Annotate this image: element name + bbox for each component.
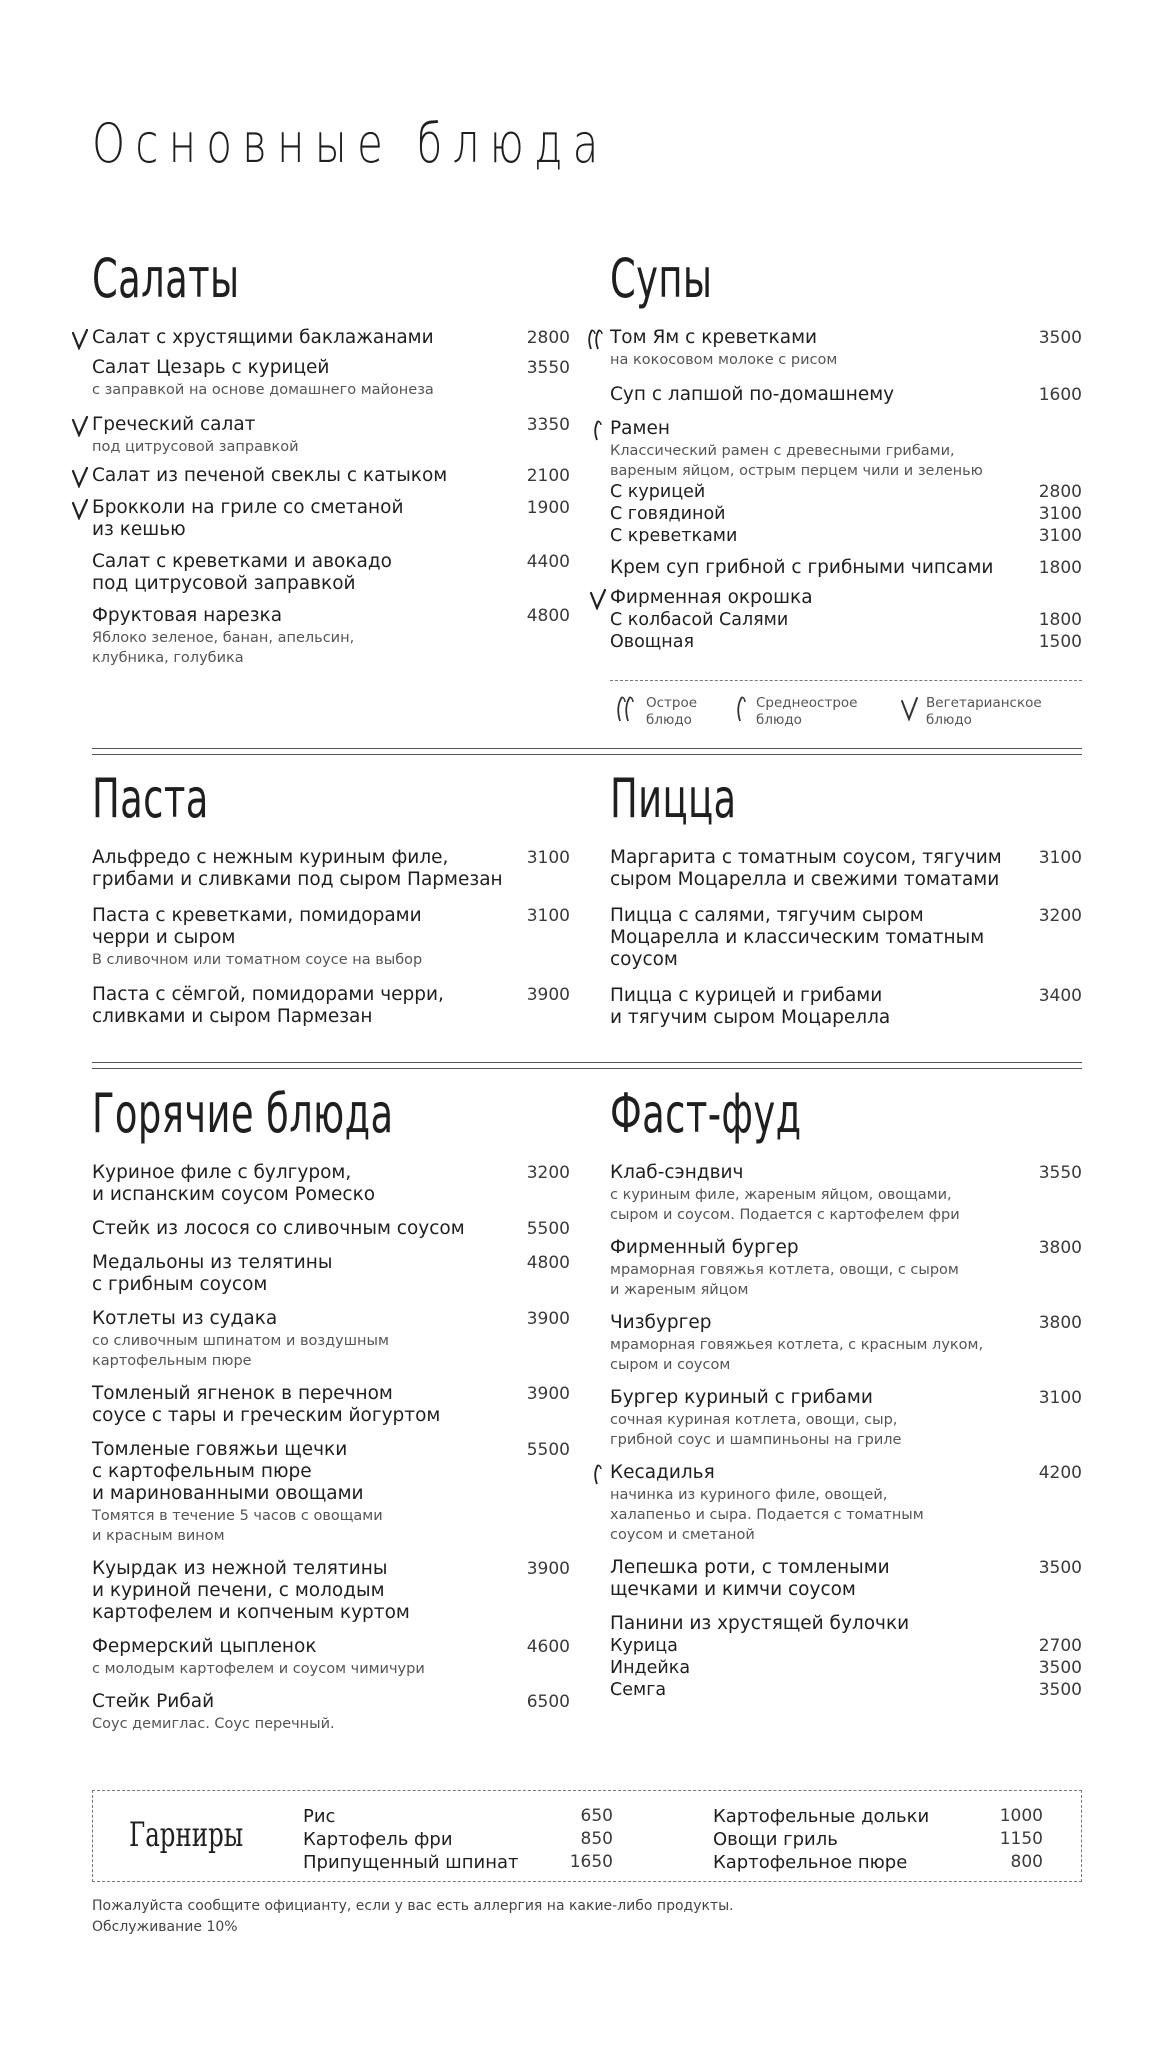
menu-item [610, 847, 1082, 891]
menu-item-row [610, 847, 1082, 891]
variant-name: С курицей [610, 482, 706, 502]
menu-item-name: Кесадилья [610, 1462, 715, 1483]
menu-item-name: Куриное филе с булгуром, и испанским соусом Ромеско [92, 1162, 376, 1205]
variant-price: 1800 [1038, 610, 1082, 630]
fastfood-list [610, 1162, 1082, 1701]
menu-item-row [610, 985, 1082, 1029]
menu-item-price: 3550 [1038, 1163, 1082, 1183]
menu-item-price: 3800 [1038, 1238, 1082, 1258]
menu-item-name: Греческий салат [92, 414, 256, 435]
variant-price: 3100 [1038, 526, 1082, 546]
legend-label: Вегетарианское блюдо [926, 695, 1042, 728]
menu-item-description: Классический рамен с древесными грибами, вареным яйцом, острым перцем чили и зеленью [610, 443, 983, 479]
garnish-name: Припущенный шпинат [303, 1852, 519, 1873]
menu-item-name: Пицца с салями, тягучим сыром Моцарелла и классическим томатным соусом [610, 905, 985, 970]
menu-item-row [92, 357, 570, 379]
menu-item [610, 327, 1082, 370]
menu-item-name: Брокколи на гриле со сметаной из кешью [92, 497, 404, 540]
pasta-list [92, 847, 570, 1028]
menu-item [92, 1636, 570, 1679]
menu-item-row [92, 1218, 570, 1240]
menu-item-price: 3100 [1038, 848, 1082, 868]
menu-item [610, 1312, 1082, 1375]
menu-item-row [92, 1691, 570, 1713]
menu-item-row [610, 1387, 1082, 1409]
menu-item-description: Соус демиглас. Соус перечный. [92, 1716, 335, 1732]
menu-item-price: 3100 [1038, 1388, 1082, 1408]
menu-item-name: Лепешка роти, с томлеными щечками и кимчи соусом [610, 1557, 890, 1600]
garnish-left-column [303, 1805, 613, 1874]
garnish-price: 850 [580, 1829, 613, 1849]
menu-item-name: Паста с креветками, помидорами черри и сыром [92, 905, 422, 948]
menu-item-row [92, 1439, 570, 1505]
menu-item-name: Салат с креветками и авокадо под цитрусовой заправкой [92, 551, 392, 594]
menu-item-name: Крем суп грибной с грибными чипсами [610, 557, 994, 578]
vegetarian-icon [588, 588, 608, 610]
menu-item [92, 1439, 570, 1546]
garnish-price: 1650 [569, 1852, 613, 1872]
legend-label: Среднеострое блюдо [756, 695, 858, 728]
menu-item-row [610, 557, 1082, 579]
menu-item-name: Рамен [610, 418, 670, 439]
menu-item-name: Медальоны из телятины с грибным соусом [92, 1252, 333, 1295]
legend-veg [900, 695, 1042, 729]
section-title: Салаты [92, 247, 240, 310]
menu-item [92, 1218, 570, 1240]
menu-item-row [92, 1383, 570, 1427]
menu-item-row [610, 1557, 1082, 1601]
menu-item-price: 3500 [1038, 1558, 1082, 1578]
menu-item-price: 3400 [1038, 986, 1082, 1006]
menu-item-description: со сливочным шпинатом и воздушным картофельным пюре [92, 1333, 389, 1369]
menu-item-price: 3200 [526, 1163, 570, 1183]
menu-item-variant [610, 1679, 1082, 1701]
menu-item-name: Томленые говяжьи щечки с картофельным пюре и маринованными овощами [92, 1439, 364, 1504]
menu-item-row [92, 1558, 570, 1624]
menu-item-name: Паста с сёмгой, помидорами черри, сливками и сыром Пармезан [92, 984, 444, 1027]
menu-item-description: с заправкой на основе домашнего майонеза [92, 382, 434, 398]
menu-item-row [610, 418, 1082, 440]
menu-item-description: мраморная говяжья котлета, овощи, с сыром и жареным яйцом [610, 1262, 959, 1298]
menu-item-name: Панини из хрустящей булочки [610, 1613, 910, 1634]
menu-item-name: Стейк из лосося со сливочным соусом [92, 1218, 465, 1239]
menu-item-description: начинка из куриного филе, овощей, халапеньо и сыра. Подается с томатным соусом и сметаной [610, 1487, 924, 1543]
menu-item [92, 1252, 570, 1296]
hot-pepper-icon [614, 695, 640, 723]
garnish-box [92, 1790, 1082, 1882]
garnish-item [713, 1851, 1043, 1874]
menu-item-description: В сливочном или томатном соусе на выбор [92, 952, 423, 968]
menu-item-name: Фирменный бургер [610, 1237, 799, 1258]
menu-item [92, 1558, 570, 1624]
menu-item-price: 4800 [526, 606, 570, 626]
menu-item-name: Фруктовая нарезка [92, 605, 283, 626]
variant-name: Индейка [610, 1658, 691, 1678]
section-title: Пицца [610, 767, 737, 830]
hot-list [92, 1162, 570, 1734]
section-title: Супы [610, 247, 713, 310]
variant-name: Семга [610, 1680, 667, 1700]
menu-item-price: 5500 [526, 1219, 570, 1239]
garnish-price: 1000 [999, 1806, 1043, 1826]
menu-item-price: 3350 [526, 415, 570, 435]
legend-medium [732, 695, 857, 729]
variant-price: 3100 [1038, 504, 1082, 524]
menu-item-price: 3100 [526, 906, 570, 926]
variant-name: Курица [610, 1636, 678, 1656]
menu-item-description: сочная куриная котлета, овощи, сыр, грибной соус и шампиньоны на гриле [610, 1412, 902, 1448]
garnish-name: Картофель фри [303, 1829, 453, 1850]
menu-item-price: 3900 [526, 1384, 570, 1404]
menu-item [610, 1387, 1082, 1450]
section-divider [92, 748, 1082, 755]
menu-item-price: 2800 [526, 328, 570, 348]
garnish-item [303, 1828, 613, 1851]
legend-hot [614, 695, 697, 729]
garnish-title: Гарниры [129, 1815, 244, 1855]
menu-item-price: 3800 [1038, 1313, 1082, 1333]
menu-item-variant [610, 481, 1082, 503]
menu-item-price: 6500 [526, 1692, 570, 1712]
menu-item-name: Салат из печеной свеклы с катыком [92, 465, 448, 486]
hot-pepper-icon [584, 328, 608, 350]
garnish-name: Овощи гриль [713, 1829, 838, 1850]
menu-item-variant [610, 1657, 1082, 1679]
garnish-price: 800 [1010, 1852, 1043, 1872]
legend [610, 680, 1082, 728]
menu-item-description: с куриным филе, жареным яйцом, овощами, сыром и соусом. Подается с картофелем фри [610, 1187, 960, 1223]
vegetarian-icon [70, 328, 90, 350]
menu-item-name: Томленый ягненок в перечном соусе с тары и греческим йогуртом [92, 1383, 441, 1426]
menu-item-price: 2100 [526, 466, 570, 486]
menu-item-name: Куырдак из нежной телятины и куриной печени, с молодым картофелем и копченым куртом [92, 1558, 410, 1623]
menu-item-price: 4600 [526, 1637, 570, 1657]
medium-pepper-icon [588, 1463, 608, 1485]
menu-item [610, 1462, 1082, 1545]
menu-item [610, 1237, 1082, 1300]
menu-item [610, 905, 1082, 971]
menu-item-row [610, 1462, 1082, 1484]
pizza-list [610, 847, 1082, 1029]
menu-item-name: Бургер куриный с грибами [610, 1387, 873, 1408]
allergy-note: Пожалуйста сообщите официанту, если у вас есть аллергия на какие-либо продукты. [92, 1898, 734, 1914]
pasta-section [92, 767, 570, 1027]
garnish-name: Рис [303, 1806, 336, 1827]
menu-item-row [92, 497, 570, 541]
garnish-item [303, 1851, 613, 1874]
menu-item-row [92, 551, 570, 595]
menu-item-row [610, 327, 1082, 349]
garnish-item [303, 1805, 613, 1828]
vegetarian-icon [900, 695, 920, 723]
menu-item-price: 3900 [526, 1559, 570, 1579]
variant-name: С говядиной [610, 504, 726, 524]
menu-item [610, 1557, 1082, 1601]
menu-item-row [92, 1252, 570, 1296]
menu-item-row [92, 905, 570, 949]
menu-item-description: мраморная говяжьея котлета, с красным луком, сыром и соусом [610, 1337, 984, 1373]
menu-item [610, 384, 1082, 406]
menu-item-name: Фирменная окрошка [610, 587, 813, 608]
salads-section [92, 247, 570, 666]
garnish-price: 650 [580, 1806, 613, 1826]
variant-price: 3500 [1038, 1680, 1082, 1700]
menu-item-row [92, 1162, 570, 1206]
menu-item-row [92, 1636, 570, 1658]
menu-item [92, 847, 570, 891]
menu-item [92, 905, 570, 970]
soups-section [610, 247, 1082, 652]
menu-item-row [92, 605, 570, 627]
menu-item-price: 1900 [526, 498, 570, 518]
menu-item-name: Альфредо с нежным куриным филе, грибами и сливками под сыром Пармезан [92, 847, 503, 890]
menu-item-row [610, 1162, 1082, 1184]
menu-item-description: под цитрусовой заправкой [92, 439, 299, 455]
menu-item-description: на кокосовом молоке с рисом [610, 352, 838, 368]
menu-item [610, 1162, 1082, 1225]
section-title: Горячие блюда [92, 1082, 394, 1145]
fastfood-section [610, 1082, 1082, 1700]
garnish-item [713, 1828, 1043, 1851]
pizza-section [610, 767, 1082, 1028]
menu-item [92, 551, 570, 595]
menu-item-row [92, 984, 570, 1028]
menu-item [92, 605, 570, 668]
section-title: Паста [92, 767, 209, 830]
menu-item-row [610, 1237, 1082, 1259]
menu-item-variant [610, 631, 1082, 653]
menu-item [92, 984, 570, 1028]
menu-item-price: 3900 [526, 1309, 570, 1329]
menu-item-name: Фермерский цыпленок [92, 1636, 317, 1657]
menu-item [610, 418, 1082, 547]
menu-item [92, 465, 570, 487]
menu-item-description: Яблоко зеленое, банан, апельсин, клубника, голубика [92, 630, 355, 666]
menu-item-price: 1600 [1038, 385, 1082, 405]
menu-item [610, 587, 1082, 653]
menu-item [92, 1162, 570, 1206]
garnish-name: Картофельное пюре [713, 1852, 908, 1873]
menu-item-name: Маргарита с томатным соусом, тягучим сыром Моцарелла и свежими томатами [610, 847, 1002, 890]
menu-item-row [92, 1308, 570, 1330]
menu-item-name: Стейк Рибай [92, 1691, 215, 1712]
menu-item [92, 1383, 570, 1427]
menu-item-name: Котлеты из судака [92, 1308, 278, 1329]
menu-item-name: Суп с лапшой по-домашнему [610, 384, 895, 405]
garnish-right-column [713, 1805, 1043, 1874]
medium-pepper-icon [588, 419, 608, 441]
menu-item-price: 4400 [526, 552, 570, 572]
menu-item-row [610, 384, 1082, 406]
variant-name: Овощная [610, 632, 694, 652]
menu-item [92, 414, 570, 457]
soups-list [610, 327, 1082, 653]
footer [92, 1896, 734, 1938]
menu-item [92, 1308, 570, 1371]
menu-item-name: Том Ям с креветками [610, 327, 818, 348]
variant-price: 1500 [1038, 632, 1082, 652]
menu-item-row [92, 327, 570, 349]
menu-item-description: с молодым картофелем и соусом чимичури [92, 1661, 425, 1677]
menu-item [92, 1691, 570, 1734]
menu-item-row [610, 905, 1082, 971]
page-title: Основные блюда [92, 112, 609, 175]
variant-price: 2700 [1038, 1636, 1082, 1656]
variant-name: С креветками [610, 526, 738, 546]
menu-item-name: Салат Цезарь с курицей [92, 357, 330, 378]
menu-item-name: Салат с хрустящими баклажанами [92, 327, 434, 348]
menu-item-row [610, 1312, 1082, 1334]
menu-item [610, 1613, 1082, 1701]
menu-item-row [92, 847, 570, 891]
menu-item-price: 3100 [526, 848, 570, 868]
menu-item-name: Чизбургер [610, 1312, 712, 1333]
menu-item-variant [610, 1635, 1082, 1657]
menu-item [610, 985, 1082, 1029]
menu-item-name: Пицца с курицей и грибами и тягучим сыром Моцарелла [610, 985, 891, 1028]
section-title: Фаст-фуд [610, 1082, 802, 1145]
section-divider [92, 1062, 1082, 1069]
menu-item-row [610, 1613, 1082, 1635]
menu-item [92, 327, 570, 349]
menu-item-description: Томятся в течение 5 часов с овощами и красным вином [92, 1508, 383, 1544]
menu-item-row [92, 414, 570, 436]
menu-item-name: Клаб-сэндвич [610, 1162, 744, 1183]
garnish-name: Картофельные дольки [713, 1806, 930, 1827]
variant-price: 3500 [1038, 1658, 1082, 1678]
menu-item [610, 557, 1082, 579]
menu-item-price: 4800 [526, 1253, 570, 1273]
vegetarian-icon [70, 466, 90, 488]
menu-item-variant [610, 609, 1082, 631]
variant-name: С колбасой Салями [610, 610, 789, 630]
menu-item-variant [610, 525, 1082, 547]
menu-item-price: 3900 [526, 985, 570, 1005]
vegetarian-icon [70, 415, 90, 437]
garnish-price: 1150 [999, 1829, 1043, 1849]
service-note: Обслуживание 10% [92, 1919, 238, 1935]
menu-item-price: 3200 [1038, 906, 1082, 926]
menu-item-row [610, 587, 1082, 609]
hot-section [92, 1082, 570, 1732]
legend-label: Острое блюдо [646, 695, 698, 728]
menu-item-price: 3500 [1038, 328, 1082, 348]
menu-item-price: 1800 [1038, 558, 1082, 578]
menu-item-variant [610, 503, 1082, 525]
menu-item-price: 3550 [526, 358, 570, 378]
vegetarian-icon [70, 498, 90, 520]
menu-item [92, 357, 570, 400]
variant-price: 2800 [1038, 482, 1082, 502]
menu-item-price: 4200 [1038, 1463, 1082, 1483]
garnish-item [713, 1805, 1043, 1828]
medium-pepper-icon [732, 695, 750, 723]
menu-item-price: 5500 [526, 1440, 570, 1460]
salads-list [92, 327, 570, 668]
menu-item [92, 497, 570, 541]
menu-item-row [92, 465, 570, 487]
